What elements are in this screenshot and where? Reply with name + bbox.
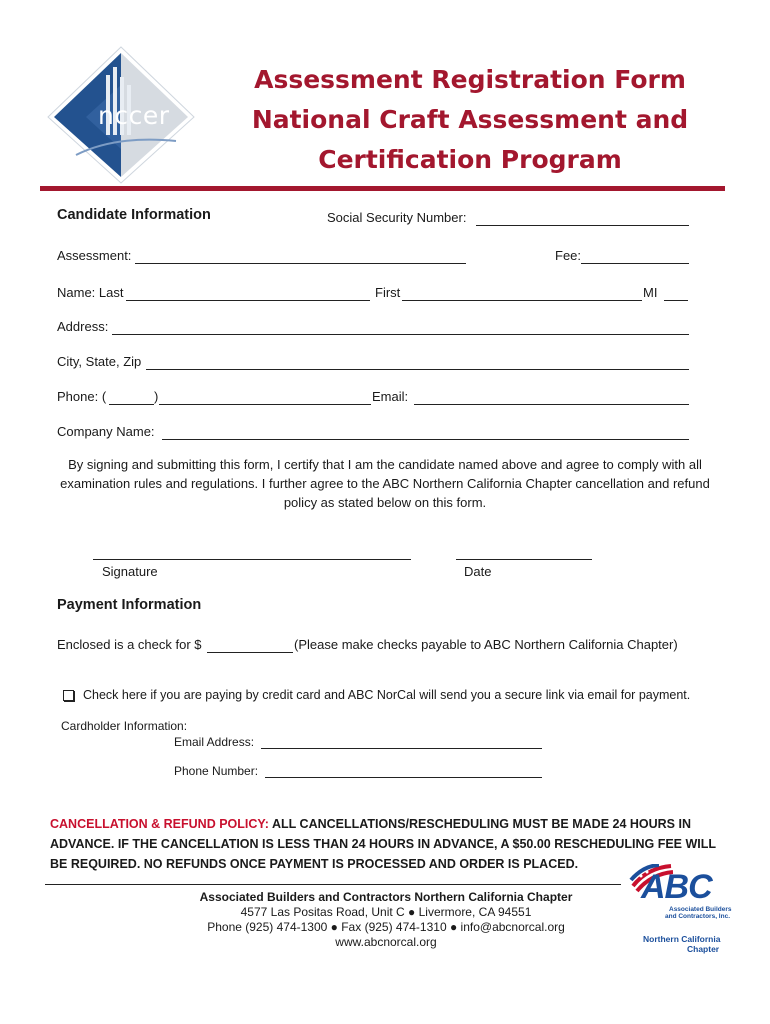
payment-heading: Payment Information [57,597,202,613]
company-name-label: Company Name: [57,424,155,439]
abc-logo [625,862,732,962]
check-amount-label: Enclosed is a check for $ [57,637,202,652]
certification-statement: By signing and submitting this form, I certify that I am the candidate named above and agree to comply with all examination rules and regulations. I further agree to the ABC Northern California Chapter cancellation and refund policy as stated below on this form. [60,457,710,510]
company-name-field[interactable] [162,425,689,440]
nccer-logo [46,45,196,185]
cardholder-email-field[interactable] [261,735,542,749]
phone-label: Phone: ( [57,389,107,404]
signature-field[interactable] [93,547,411,560]
candidate-heading: Candidate Information [57,207,211,223]
abc-chapter-1: Northern California [643,934,721,944]
email-field[interactable] [414,390,689,405]
footer-divider [45,884,621,885]
mi-field[interactable] [664,286,688,301]
nccer-logo-text: nccer [98,101,170,130]
abc-tagline-2: and Contractors, Inc. [665,913,731,920]
first-name-label: First [375,285,401,300]
form-title [200,60,740,180]
fee-label: Fee: [555,248,582,263]
abc-tagline-1: Associated Builders [669,906,732,913]
ssn-field[interactable] [476,211,689,226]
phone-paren-close: ) [154,389,159,404]
email-label: Email: [372,389,409,404]
first-name-field[interactable] [402,286,642,301]
footer-contact [106,890,666,950]
date-label: Date [464,564,492,579]
ssn-label: Social Security Number: [327,210,467,225]
fee-field[interactable] [581,249,689,264]
last-name-field[interactable] [126,286,370,301]
address-field[interactable] [112,320,689,335]
phone-area-code-field[interactable] [109,390,154,405]
footer-phone-fax-email: Phone (925) 474-1300 ● Fax (925) 474-1310 ● info@abcnorcal.org [207,920,565,934]
check-payable-note: (Please make checks payable to ABC Northern California Chapter) [294,637,678,652]
city-state-zip-field[interactable] [146,355,689,370]
policy-text: ALL CANCELLATIONS/RESCHEDULING MUST BE MADE 24 HOURS IN ADVANCE. IF THE CANCELLATION IS LESS THAN 24 HOURS IN ADVANCE, A $50.00 RESCHEDULING FEE WILL BE REQUIRED. NO REFUNDS ONCE PAYMENT IS PROCESSED AND ORDER IS PLACED. [50,817,716,871]
credit-card-checkbox[interactable] [63,690,74,701]
title-divider [40,186,725,191]
title-line-2: National Craft Assessment and [251,105,689,134]
phone-number-field[interactable] [159,390,371,405]
title-line-1: Assessment Registration Form [254,65,686,94]
title-line-3: Certification Program [318,145,622,174]
abc-letters: ABC [641,868,712,906]
footer-address: 4577 Las Positas Road, Unit C ● Livermore, CA 94551 [240,905,532,919]
assessment-field[interactable] [135,249,466,264]
cardholder-phone-label: Phone Number: [174,764,259,778]
abc-chapter-2: Chapter [687,944,720,954]
cardholder-phone-field[interactable] [265,764,542,778]
policy-label: CANCELLATION & REFUND POLICY: [50,817,269,831]
assessment-label: Assessment: [57,248,132,263]
address-label: Address: [57,319,109,334]
date-field[interactable] [456,547,592,560]
check-amount-field[interactable] [207,638,293,653]
cardholder-email-label: Email Address: [174,735,255,749]
city-state-zip-label: City, State, Zip [57,354,142,369]
credit-card-text: Check here if you are paying by credit card and ABC NorCal will send you a secure link via email for payment. [83,688,691,702]
footer-website: www.abcnorcal.org [335,935,437,949]
last-name-label: Name: Last [57,285,124,300]
cardholder-label: Cardholder Information: [61,719,188,733]
footer-org: Associated Builders and Contractors Northern California Chapter [199,890,573,904]
mi-label: MI [643,285,658,300]
signature-label: Signature [102,564,158,579]
